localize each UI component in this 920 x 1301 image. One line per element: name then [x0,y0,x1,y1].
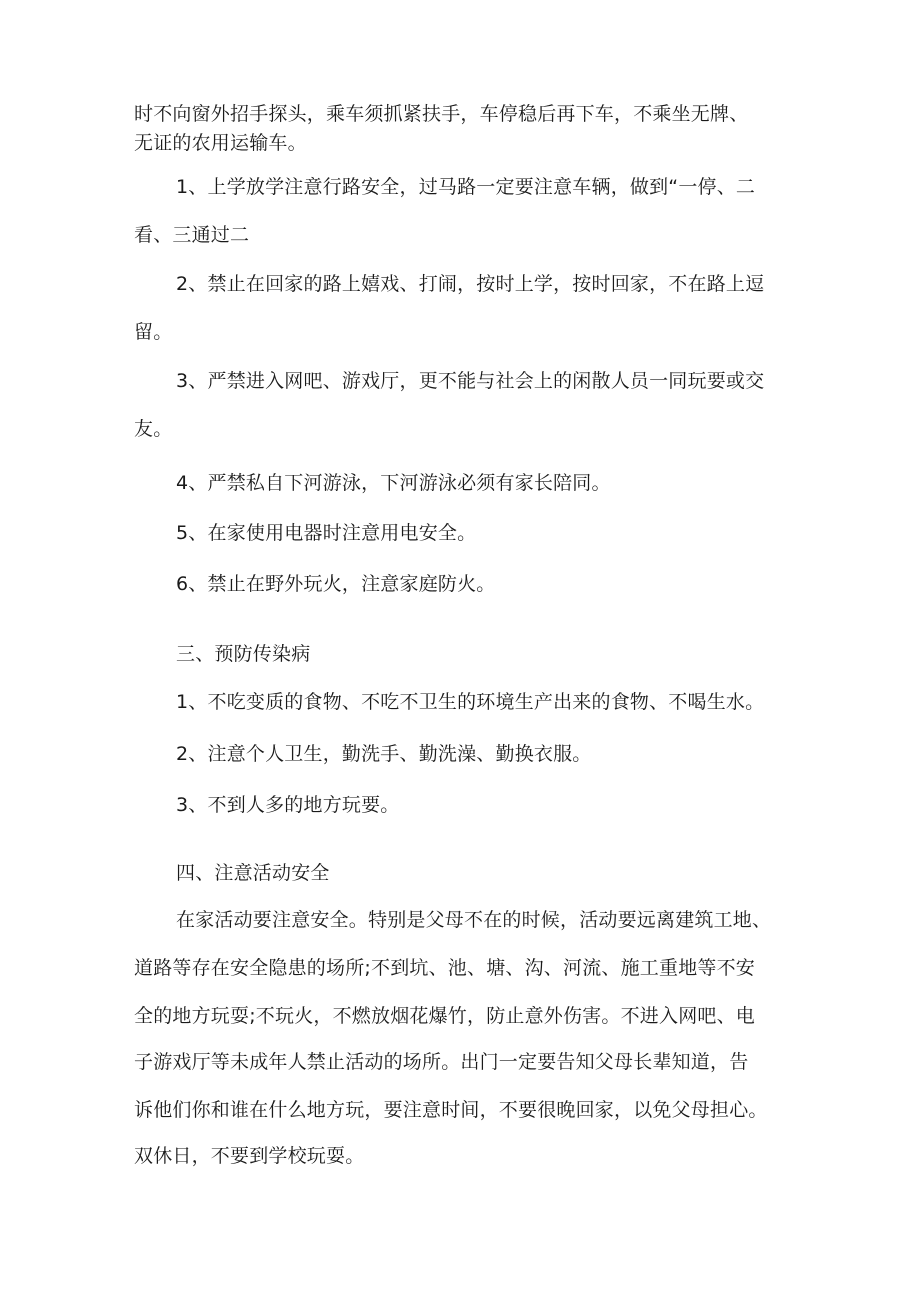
section-4-line-6: 双休日，不要到学校玩耍。 [134,1145,365,1167]
section-4-line-5: 诉他们你和谁在什么地方玩，要注意时间，不要很晚回家，以免父母担心。 [134,1099,768,1121]
road-safety-item-5: 5、在家使用电器时注意用电安全。 [176,522,477,544]
road-safety-item-2-line-2: 留。 [134,321,173,343]
section-3-heading: 三、预防传染病 [176,643,311,665]
intro-line-1: 时不向窗外招手探头，乘车须抓紧扶手，车停稳后再下车，不乘坐无牌、 [134,103,749,125]
road-safety-item-3-line-2: 友。 [134,418,173,440]
section-4-line-1: 在家活动要注意安全。特别是父母不在的时候，活动要远离建筑工地、 [176,909,772,931]
road-safety-item-6: 6、禁止在野外玩火，注意家庭防火。 [176,573,496,595]
section-3-item-2: 2、注意个人卫生，勤洗手、勤洗澡、勤换衣服。 [176,743,592,765]
road-safety-item-1-line-1: 1、上学放学注意行路安全，过马路一定要注意车辆，做到“一停、二 [176,176,756,198]
road-safety-item-4: 4、严禁私自下河游泳，下河游泳必须有家长陪同。 [176,472,611,494]
section-3-item-3: 3、不到人多的地方玩要。 [176,794,400,816]
section-4-line-2: 道路等存在安全隐患的场所;不到坑、池、塘、沟、河流、施工重地等不安 [134,957,756,979]
section-4-line-3: 全的地方玩耍;不玩火，不燃放烟花爆竹，防止意外伤害。不进入网吧、电 [134,1005,756,1027]
intro-line-2: 无证的农用运输车。 [134,132,307,154]
road-safety-item-2-line-1: 2、禁止在回家的路上嬉戏、打闹，按时上学，按时回家，不在路上逗 [176,273,765,295]
section-4-line-4: 子游戏厅等未成年人禁止活动的场所。出门一定要告知父母长辈知道，告 [134,1051,749,1073]
road-safety-item-1-line-2: 看、三通过二 [134,224,250,246]
road-safety-item-3-line-1: 3、严禁进入网吧、游戏厅，更不能与社会上的闲散人员一同玩要或交 [176,370,765,392]
section-3-item-1: 1、不吃变质的食物、不吃不卫生的环境生产出来的食物、不喝生水。 [176,691,765,713]
section-4-heading: 四、注意活动安全 [176,862,330,884]
